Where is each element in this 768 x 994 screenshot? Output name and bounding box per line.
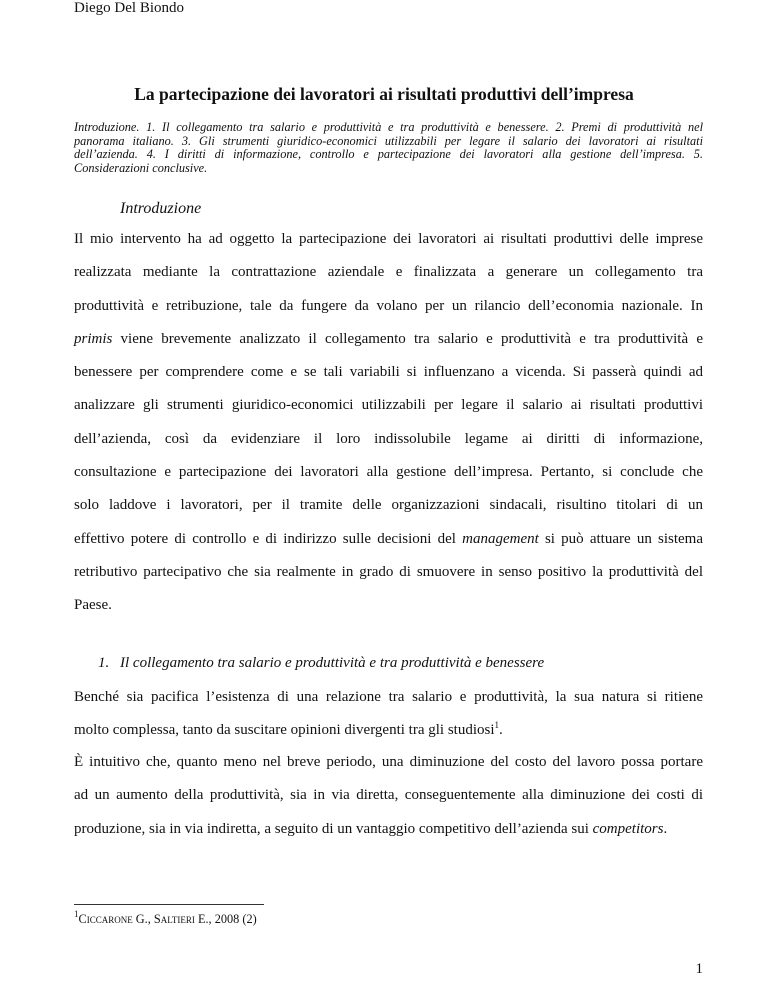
text-run: ad un aumento della produttività, sia in via diretta, conseguentemente alla diminuzione dei costi di	[74, 787, 703, 804]
italic-term: management	[462, 530, 539, 547]
text-run: È intuitivo che, quanto meno nel breve periodo, una diminuzione del costo del lavoro possa portare	[74, 754, 703, 770]
section-title: Il collegamento tra salario e produttività e tra produttività e benessere	[120, 655, 545, 671]
abstract-line: Considerazioni conclusive.	[74, 161, 208, 176]
paragraph-section1-1	[74, 681, 703, 748]
text-line	[74, 746, 703, 779]
text-line	[74, 489, 703, 522]
section-heading-1	[98, 653, 544, 673]
text-run: viene brevemente analizzato il collegamento tra salario e produttività e tra produttività e	[112, 330, 703, 347]
abstract-line: panorama italiano. 3. Gli strumenti giuridico-economici utilizzabili per legare il salario dei lavoratori ai risultati	[74, 133, 703, 148]
text-line	[74, 556, 703, 589]
abstract-line: Introduzione. 1. Il collegamento tra salario e produttività e tra produttività e benessere. 2. Premi di produttività nel	[74, 120, 703, 134]
italic-term: competitors	[592, 820, 664, 837]
document-title: La partecipazione dei lavoratori ai risultati produttivi dell’impresa	[134, 84, 634, 104]
footnote-reference[interactable]: 1	[494, 720, 499, 731]
footnote-separator	[74, 904, 264, 905]
section-number: 1.	[98, 655, 110, 671]
text-line	[74, 779, 703, 812]
text-run: produttività e retribuzione, tale da fungere da volano per un rilancio dell’economia nazionale. In	[74, 297, 703, 314]
section-heading-introduzione: Introduzione	[120, 200, 202, 217]
italic-term: primis	[74, 330, 113, 347]
text-run: si può attuare un sistema	[538, 530, 703, 547]
text-line	[74, 356, 703, 389]
text-line	[74, 323, 703, 356]
footnote-text: Ciccarone G., Saltieri E., 2008 (2)	[78, 912, 257, 926]
text-line	[74, 389, 703, 422]
text-run: .	[663, 820, 668, 837]
text-run: effettivo potere di controllo e di indirizzo sulle decisioni del	[74, 530, 463, 547]
text-line	[74, 523, 703, 556]
text-line	[74, 681, 703, 714]
footnote-marker: 1	[74, 909, 79, 919]
text-run: consultazione e partecipazione dei lavoratori alla gestione dell’impresa. Pertanto, si conclude che	[74, 464, 703, 481]
text-run: realizzata mediante la contrattazione aziendale e finalizzata a generare un collegamento tra	[74, 264, 703, 281]
text-run: Benché sia pacifica l’esistenza di una relazione tra salario e produttività, la sua natura si ritiene	[74, 689, 703, 705]
text-line	[74, 223, 703, 256]
text-run: benessere per comprendere come e se tali variabili si influenzano a vicenda. Si passerà quindi ad	[74, 364, 703, 381]
paragraph-intro	[74, 223, 703, 623]
text-run: Paese.	[74, 597, 112, 614]
text-line	[74, 714, 703, 747]
abstract-toc	[74, 121, 703, 176]
text-run: .	[499, 722, 503, 739]
abstract-line: dell’azienda. 4. I diritti di informazione, controllo e partecipazione dei lavoratori alla gestione dell’impresa. 5.	[74, 147, 703, 162]
text-run: analizzare gli strumenti giuridico-economici utilizzabili per legare il salario ai risultati produttivi	[74, 397, 703, 414]
text-line	[74, 290, 703, 323]
text-run: Il mio intervento ha ad oggetto la partecipazione dei lavoratori ai risultati produttivi delle imprese	[74, 231, 703, 247]
text-line	[74, 589, 703, 622]
text-run: dell’azienda, così da evidenziare il loro indissolubile legame ai diritti di informazione,	[74, 430, 703, 447]
text-line	[74, 813, 703, 846]
running-header-author: Diego Del Biondo	[74, 0, 184, 16]
page-number: 1	[695, 961, 703, 977]
text-run: retributivo partecipativo che sia realmente in grado di smuovere in senso positivo la produttività del	[74, 563, 703, 580]
footnote	[74, 909, 257, 927]
text-run: molto complessa, tanto da suscitare opinioni divergenti tra gli studiosi	[74, 722, 495, 739]
text-run: solo laddove i lavoratori, per il tramite delle organizzazioni sindacali, risultino titolari di un	[74, 497, 703, 514]
text-run: produzione, sia in via indiretta, a seguito di un vantaggio competitivo dell’azienda sui	[74, 820, 593, 837]
paragraph-section1-2	[74, 746, 703, 846]
text-line	[74, 423, 703, 456]
text-line	[74, 256, 703, 289]
text-line	[74, 456, 703, 489]
